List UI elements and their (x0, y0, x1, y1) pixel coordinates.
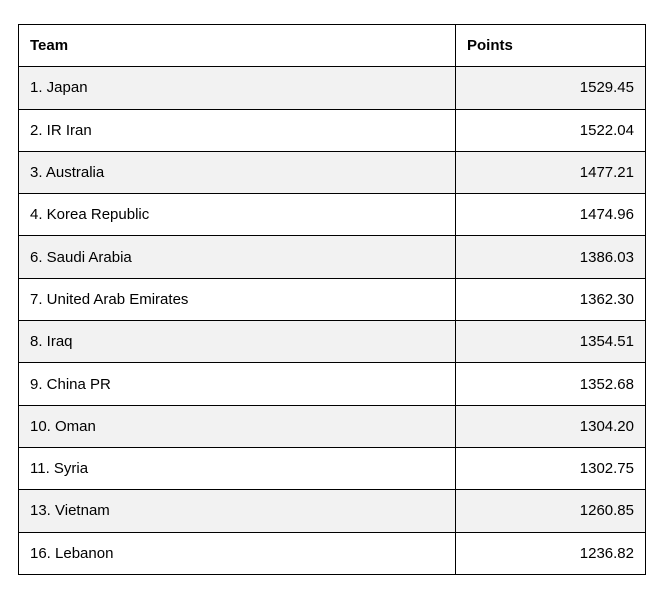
rankings-table (18, 24, 646, 575)
team-cell: 8. Iraq (19, 321, 456, 363)
team-cell: 9. China PR (19, 363, 456, 405)
table-header-row (19, 25, 646, 67)
team-cell: 2. IR Iran (19, 109, 456, 151)
points-cell: 1522.04 (456, 109, 646, 151)
points-cell: 1352.68 (456, 363, 646, 405)
team-cell: 7. United Arab Emirates (19, 278, 456, 320)
rankings-table-container (18, 24, 645, 575)
table-row (19, 321, 646, 363)
header-team: Team (19, 25, 456, 67)
table-row (19, 532, 646, 574)
team-cell: 4. Korea Republic (19, 194, 456, 236)
table-row (19, 109, 646, 151)
table-row (19, 490, 646, 532)
table-body (19, 67, 646, 575)
team-cell: 6. Saudi Arabia (19, 236, 456, 278)
table-row (19, 405, 646, 447)
points-cell: 1236.82 (456, 532, 646, 574)
team-cell: 10. Oman (19, 405, 456, 447)
points-cell: 1302.75 (456, 447, 646, 489)
points-cell: 1260.85 (456, 490, 646, 532)
points-cell: 1362.30 (456, 278, 646, 320)
team-cell: 13. Vietnam (19, 490, 456, 532)
points-cell: 1529.45 (456, 67, 646, 109)
team-cell: 3. Australia (19, 151, 456, 193)
points-cell: 1304.20 (456, 405, 646, 447)
points-cell: 1474.96 (456, 194, 646, 236)
table-row (19, 278, 646, 320)
table-row (19, 447, 646, 489)
table-row (19, 236, 646, 278)
table-row (19, 194, 646, 236)
table-row (19, 67, 646, 109)
header-points: Points (456, 25, 646, 67)
points-cell: 1386.03 (456, 236, 646, 278)
team-cell: 16. Lebanon (19, 532, 456, 574)
table-row (19, 151, 646, 193)
team-cell: 11. Syria (19, 447, 456, 489)
points-cell: 1354.51 (456, 321, 646, 363)
team-cell: 1. Japan (19, 67, 456, 109)
table-row (19, 363, 646, 405)
points-cell: 1477.21 (456, 151, 646, 193)
